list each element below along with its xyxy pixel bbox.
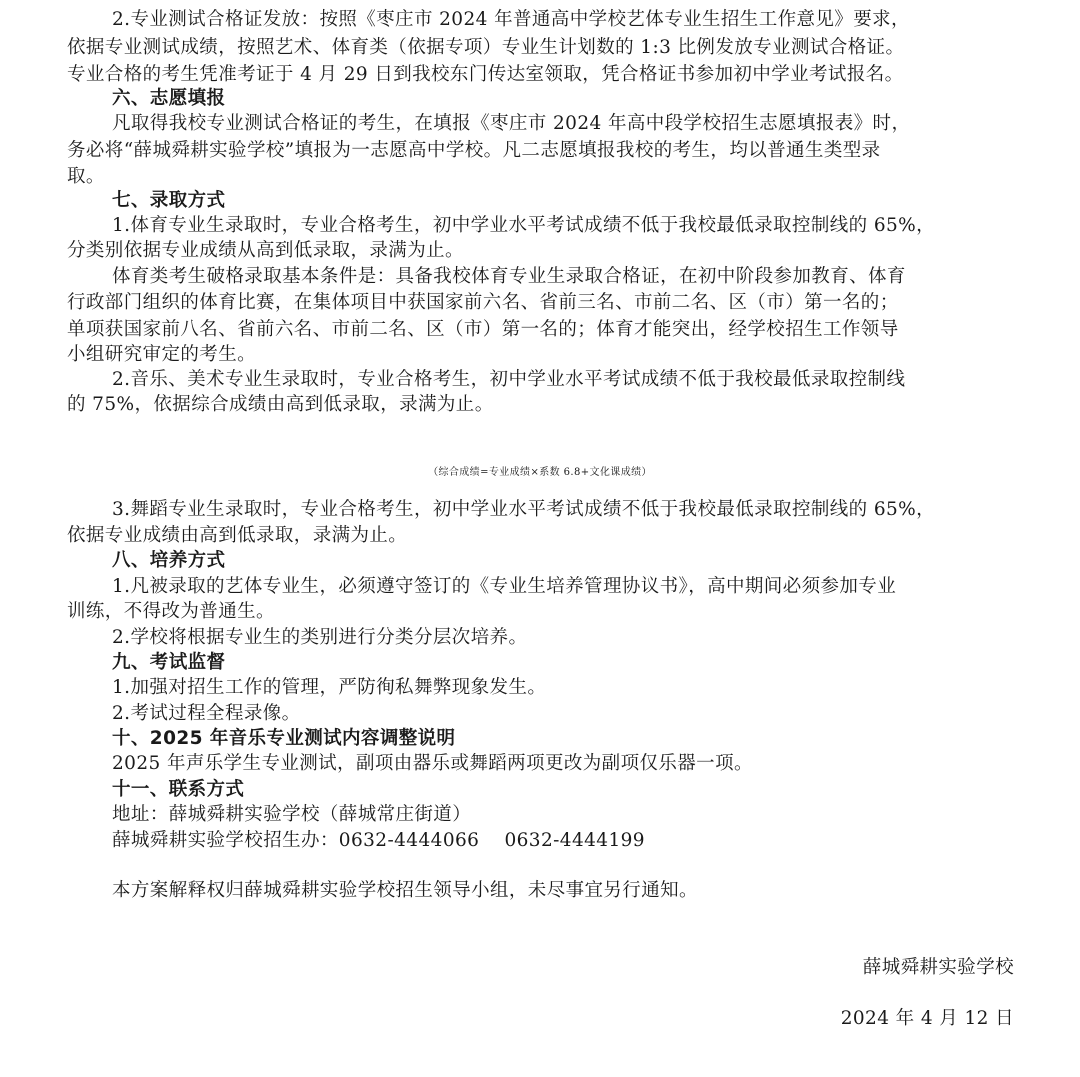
section-heading-9: 九、考试监督 — [112, 652, 226, 673]
sec7-p4-line2: 依据专业成绩由高到低录取，录满为止。 — [67, 525, 408, 546]
sec8-p1-line2: 训练，不得改为普通生。 — [67, 601, 275, 622]
sec7-p2-line1: 体育类考生破格录取基本条件是：具备我校体育专业生录取合格证，在初中阶段参加教育、体育 — [112, 266, 906, 287]
section-heading-6: 六、志愿填报 — [112, 88, 226, 109]
sec5-p2-line2: 依据专业测试成绩，按照艺术、体育类（依据专项）专业生计划数的 1:3 比例发放专业测试合格证。 — [67, 37, 905, 58]
formula-line: （综合成绩=专业成绩×系数 6.8+文化课成绩） — [428, 467, 652, 478]
sec5-p2-line1: 2.专业测试合格证发放：按照《枣庄市 2024 年普通高中学校艺体专业生招生工作意见》要求， — [112, 9, 910, 30]
sec7-p2-line2: 行政部门组织的体育比赛，在集体项目中获国家前六名、省前三名、市前二名、区（市）第一名的； — [67, 292, 899, 313]
sec7-p2-line4: 小组研究审定的考生。 — [67, 344, 257, 365]
sec6-line2: 务必将“薛城舜耕实验学校”填报为一志愿高中学校。凡二志愿填报我校的考生，均以普通生类型录 — [67, 140, 881, 161]
contact-phone: 薛城舜耕实验学校招生办：0632-4444066 0632-4444199 — [112, 830, 645, 851]
sec9-p2: 2.考试过程全程录像。 — [112, 703, 301, 724]
section-heading-10: 十、2025 年音乐专业测试内容调整说明 — [112, 728, 456, 749]
section-heading-11: 十一、联系方式 — [112, 779, 245, 800]
sec9-p1: 1.加强对招生工作的管理，严防徇私舞弊现象发生。 — [112, 677, 547, 698]
contact-address: 地址：薛城舜耕实验学校（薛城常庄街道） — [112, 804, 472, 825]
sec6-line3: 取。 — [67, 166, 105, 187]
signature-school: 薛城舜耕实验学校 — [862, 957, 1014, 978]
section-heading-7: 七、录取方式 — [112, 190, 226, 211]
sec7-p3-line2: 的 75%，依据综合成绩由高到低录取，录满为止。 — [67, 394, 494, 415]
sec5-p2-line3: 专业合格的考生凭准考证于 4 月 29 日到我校东门传达室领取，凭合格证书参加初中学业考试报名。 — [67, 64, 904, 85]
sec7-p1-line1: 1.体育专业生录取时，专业合格考生，初中学业水平考试成绩不低于我校最低录取控制线的 65%， — [112, 215, 936, 236]
sec8-p1-line1: 1.凡被录取的艺体专业生，必须遵守签订的《专业生培养管理协议书》，高中期间必须参加专业 — [112, 576, 897, 597]
sec7-p1-line2: 分类别依据专业成绩从高到低录取，录满为止。 — [67, 240, 464, 261]
signature-date: 2024 年 4 月 12 日 — [840, 1008, 1014, 1029]
sec10-p1: 2025 年声乐学生专业测试，副项由器乐或舞蹈两项更改为副项仅乐器一项。 — [112, 753, 753, 774]
sec6-line1: 凡取得我校专业测试合格证的考生，在填报《枣庄市 2024 年高中段学校招生志愿填报表》时， — [112, 113, 911, 134]
sec7-p3-line1: 2.音乐、美术专业生录取时，专业合格考生，初中学业水平考试成绩不低于我校最低录取控制线 — [112, 369, 906, 390]
sec8-p2: 2.学校将根据专业生的类别进行分类分层次培养。 — [112, 627, 528, 648]
sec7-p2-line3: 单项获国家前八名、省前六名、市前二名、区（市）第一名的；体育才能突出，经学校招生工作领导 — [67, 319, 899, 340]
sec7-p4-line1: 3.舞蹈专业生录取时，专业合格考生，初中学业水平考试成绩不低于我校最低录取控制线的 65%， — [112, 499, 936, 520]
closing-note: 本方案解释权归薛城舜耕实验学校招生领导小组，未尽事宜另行通知。 — [112, 880, 698, 901]
section-heading-8: 八、培养方式 — [112, 550, 226, 571]
